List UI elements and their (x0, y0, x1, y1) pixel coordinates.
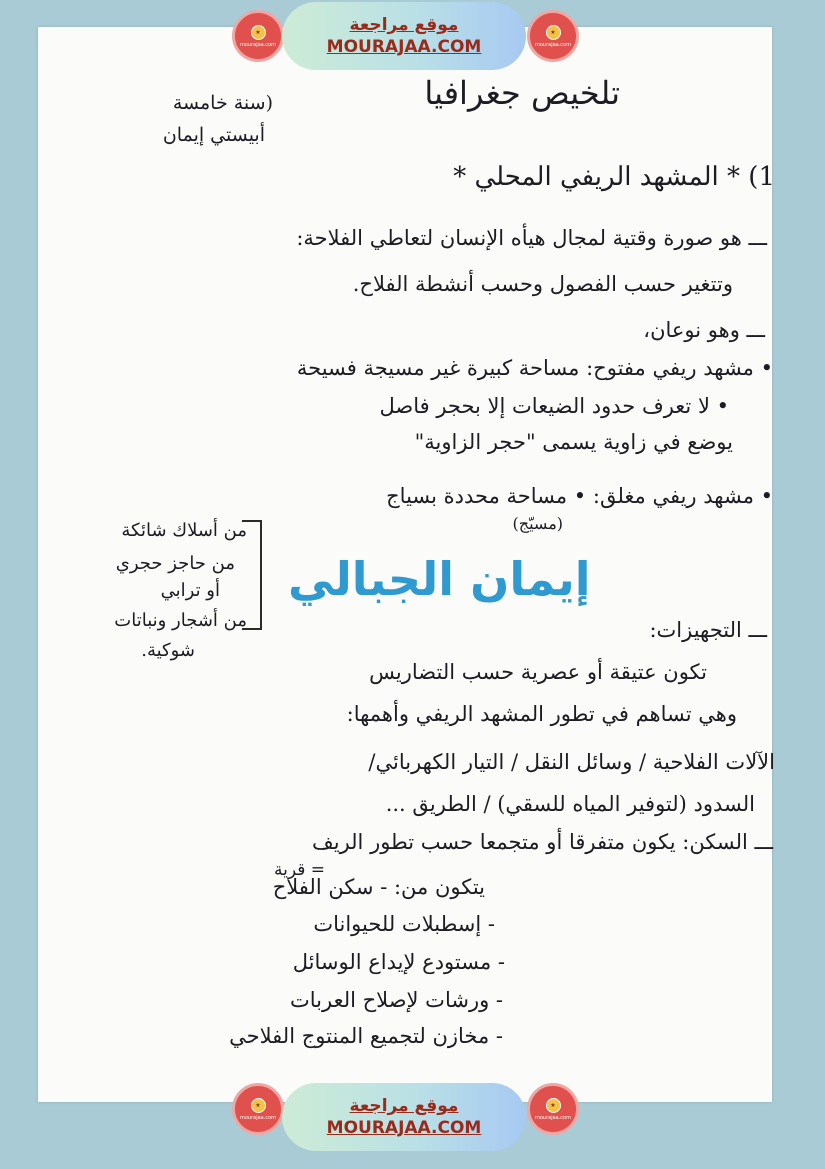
site-link-top[interactable] (282, 2, 526, 70)
site-logo-badge[interactable] (232, 10, 284, 62)
grade-label: (سنة خامسة (172, 92, 273, 114)
text-line: • مشهد ريفي مفتوح: مساحة كبيرة غير مسيجة فسيحة (296, 356, 773, 380)
text-line: = قرية (274, 860, 325, 880)
logo-icon: ★ (251, 25, 266, 40)
site-name-latin: MOURAJAA.COM (326, 1118, 482, 1138)
site-logo-badge[interactable] (527, 1083, 579, 1135)
badge-text: mourajaa.com (239, 41, 276, 48)
badge-text: mourajaa.com (534, 41, 571, 48)
site-logo-badge[interactable] (527, 10, 579, 62)
text-line: ـــ السكن: يكون متفرقا أو متجمعا حسب تطور الريف (311, 830, 773, 854)
text-line: - إسطبلات للحيوانات (313, 912, 495, 936)
text-line: ـــ هو صورة وقتية لمجال هيأه الإنسان لتعاطي الفلاحة: (296, 226, 767, 250)
text-line: يوضع في زاوية يسمى "حجر الزاوية" (414, 430, 733, 454)
text-line: السدود (لتوفير المياه للسقي) / الطريق ... (385, 792, 755, 816)
side-note: من أشجار ونباتات (114, 610, 247, 631)
side-note: أو ترابي (160, 580, 220, 601)
page-title: تلخيص جغرافيا (424, 74, 620, 112)
site-name-latin: MOURAJAA.COM (326, 37, 482, 57)
text-line: • مشهد ريفي مغلق: • مساحة محددة بسياج (386, 484, 773, 508)
text-line: ـــ التجهيزات: (649, 618, 767, 642)
side-note: شوكية. (141, 640, 195, 661)
site-logo-badge[interactable] (232, 1083, 284, 1135)
badge-text: mourajaa.com (239, 1114, 276, 1121)
text-line: وهي تساهم في تطور المشهد الريفي وأهمها: (346, 702, 737, 726)
section-heading: 1) * المشهد الريفي المحلي * (453, 162, 775, 192)
school-label: أبيستي إيمان (162, 124, 265, 146)
text-line: الآلات الفلاحية / وسائل النقل / التيار الكهربائي/ (368, 750, 775, 774)
text-line: يتكون من: - سكن الفلاح (272, 875, 485, 899)
badge-text: mourajaa.com (534, 1114, 571, 1121)
author-watermark: إيمان الجبالي (288, 552, 591, 606)
text-line: تكون عتيقة أو عصرية حسب التضاريس (369, 660, 707, 684)
site-name-arabic: موقع مراجعة (349, 1096, 459, 1116)
text-line: ـــ وهو نوعان، (643, 318, 765, 342)
text-line: - مخازن لتجميع المنتوج الفلاحي (229, 1024, 503, 1048)
side-note: من حاجز حجري (115, 553, 235, 574)
site-name-arabic: موقع مراجعة (349, 15, 459, 35)
text-line: وتتغير حسب الفصول وحسب أنشطة الفلاح. (352, 272, 733, 296)
text-line: - مستودع لإيداع الوسائل (292, 950, 505, 974)
logo-icon: ★ (546, 25, 561, 40)
text-line: - ورشات لإصلاح العربات (289, 988, 503, 1012)
side-note: من أسلاك شائكة (121, 520, 247, 541)
logo-icon: ★ (251, 1098, 266, 1113)
text-line: (مسيّج) (512, 514, 563, 533)
text-line: • لا تعرف حدود الضيعات إلا بحجر فاصل (379, 394, 729, 418)
logo-icon: ★ (546, 1098, 561, 1113)
site-link-bottom[interactable] (282, 1083, 526, 1151)
